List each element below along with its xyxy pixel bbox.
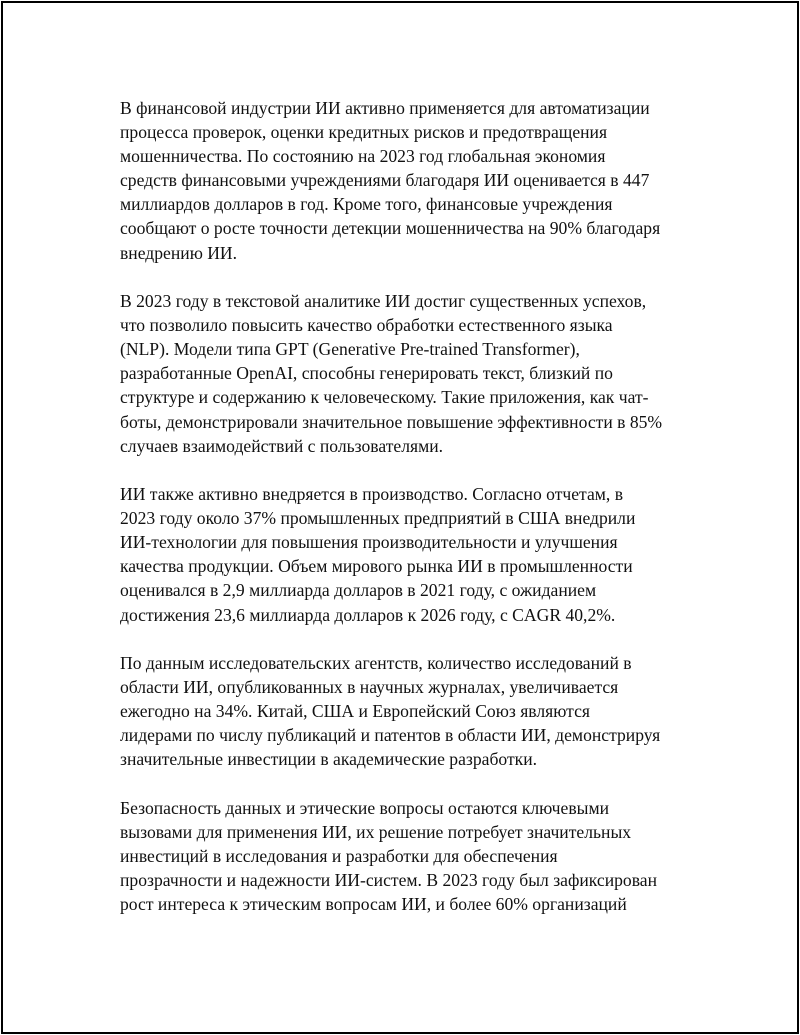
text-line: случаев взаимодействий с пользователями. xyxy=(120,435,444,456)
paragraph-ethics xyxy=(120,796,695,916)
text-line: качества продукции. Объем мирового рынка ИИ в промышленности xyxy=(120,556,633,577)
text-line: Безопасность данных и этические вопросы остаются ключевыми xyxy=(120,797,609,818)
text-line: боты, демонстрировали значительное повышение эффективности в 85% xyxy=(120,411,663,432)
text-line: ИИ-технологии для повышения производительности и улучшения xyxy=(120,532,618,553)
document-body xyxy=(120,96,695,941)
text-line: оценивался в 2,9 миллиарда долларов в 2021 году, с ожиданием xyxy=(120,580,597,601)
text-line: В финансовой индустрии ИИ активно применяется для автоматизации xyxy=(120,98,650,118)
page-frame xyxy=(1,1,799,1034)
paragraph-finance xyxy=(120,96,695,265)
text-line: миллиардов долларов в год. Кроме того, финансовые учреждения xyxy=(120,194,613,215)
text-line: процесса проверок, оценки кредитных рисков и предотвращения xyxy=(120,122,608,143)
paragraph-manufacturing xyxy=(120,482,695,627)
text-line: сообщают о росте точности детекции мошенничества на 90% благодаря xyxy=(120,218,661,239)
text-line: 2023 году около 37% промышленных предприятий в США внедрили xyxy=(120,508,636,529)
text-line: разработанные OpenAI, способны генерировать текст, близкий по xyxy=(120,363,613,384)
text-line: структуре и содержанию к человеческому. Такие приложения, как чат- xyxy=(120,387,649,408)
paragraph-research xyxy=(120,651,695,771)
text-line: ИИ также активно внедряется в производство. Согласно отчетам, в xyxy=(120,484,624,505)
text-line: рост интереса к этическим вопросам ИИ, и более 60% организаций xyxy=(120,894,627,915)
text-line: внедрению ИИ. xyxy=(120,242,238,263)
text-line: прозрачности и надежности ИИ-систем. В 2023 году был зафиксирован xyxy=(120,870,658,891)
text-line: В 2023 году в текстовой аналитике ИИ достиг существенных успехов, xyxy=(120,291,647,312)
text-line: (NLP). Модели типа GPT (Generative Pre-trained Transformer), xyxy=(120,339,580,360)
text-line: что позволило повысить качество обработки естественного языка xyxy=(120,315,613,336)
text-line: мошенничества. По состоянию на 2023 год глобальная экономия xyxy=(120,146,606,167)
text-line: ежегодно на 34%. Китай, США и Европейский Союз являются xyxy=(120,701,590,722)
text-line: средств финансовыми учреждениями благодаря ИИ оценивается в 447 xyxy=(120,170,650,191)
text-line: По данным исследовательских агентств, количество исследований в xyxy=(120,653,632,674)
paragraph-text-analytics xyxy=(120,289,695,458)
text-line: инвестиций в исследования и разработки для обеспечения xyxy=(120,846,558,867)
text-line: вызовами для применения ИИ, их решение потребует значительных xyxy=(120,822,632,842)
text-line: достижения 23,6 миллиарда долларов к 2026 году, с CAGR 40,2%. xyxy=(120,604,616,625)
text-line: лидерами по числу публикаций и патентов в области ИИ, демонстрируя xyxy=(120,725,661,746)
text-line: области ИИ, опубликованных в научных журналах, увеличивается xyxy=(120,677,619,698)
text-line: значительные инвестиции в академические разработки. xyxy=(120,749,538,770)
